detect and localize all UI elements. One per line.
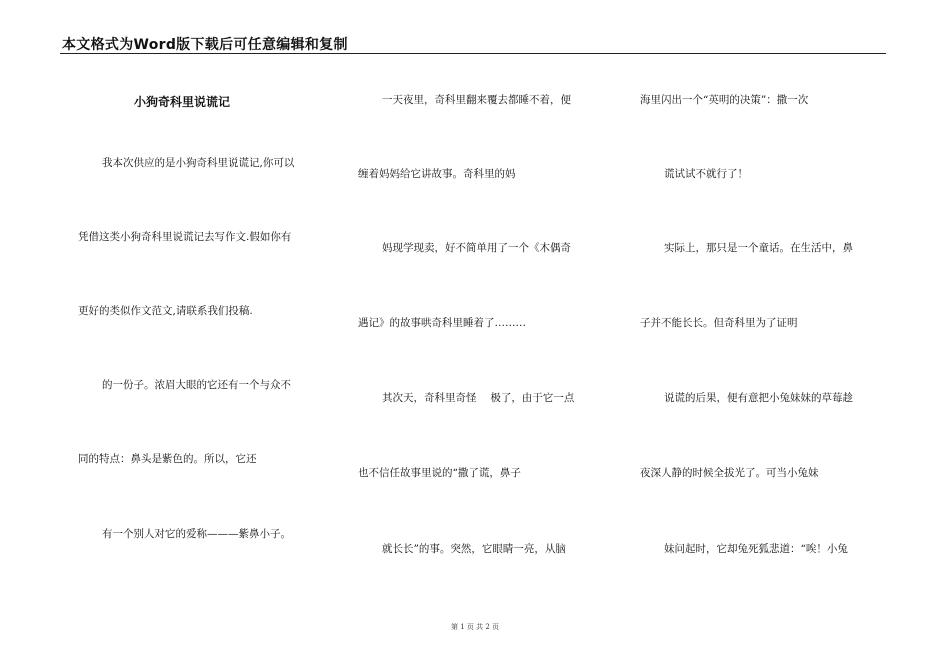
- text-line: 子并不能长长。但奇科里为了证明: [640, 317, 798, 329]
- text-line: 其次天，奇科里奇怪 极了，由于它一点: [382, 392, 575, 404]
- page-number: 第 1 页 共 2 页: [450, 623, 500, 631]
- text-line: 夜深人静的时候全拔光了。可当小兔妹: [640, 467, 819, 479]
- text-line: 说谎的后果，便有意把小兔妹妹的草莓趁: [664, 392, 853, 404]
- text-line: 实际上，那只是一个童话。在生活中，鼻: [664, 242, 853, 254]
- text-line: 妹问起时，它却兔死狐悲道：“唉！小兔: [664, 543, 848, 555]
- text-line: 同的特点：鼻头是紫色的。所以，它还: [78, 453, 257, 465]
- text-line: 一天夜里，奇科里翻来覆去都睡不着，便: [382, 94, 571, 106]
- text-line: 我本次供应的是小狗奇科里说谎记,你可以: [102, 157, 295, 169]
- document-header-title: 本文格式为Word版下载后可任意编辑和复制: [62, 37, 348, 53]
- text-line: 凭借这类小狗奇科里说谎记去写作文.假如你有: [78, 231, 292, 243]
- text-line: 也不信任故事里说的“撒了谎，鼻子: [358, 467, 521, 479]
- header-divider: [60, 53, 886, 54]
- text-line: 的一份子。浓眉大眼的它还有一个与众不: [102, 379, 291, 391]
- text-line: 遇记》的故事哄奇科里睡着了………: [358, 317, 526, 329]
- text-line: 就长长”的事。突然，它眼睛一亮，从脑: [382, 543, 566, 555]
- text-line: 更好的类似作文范文,请联系我们投稿.: [78, 305, 253, 317]
- text-line: 有一个别人对它的爱称———紫鼻小子。: [102, 528, 291, 540]
- article-title: 小狗奇科里说谎记: [134, 95, 231, 109]
- text-line: 海里闪出一个“英明的决策”：撒一次: [640, 94, 809, 106]
- text-line: 谎试试不就行了！: [664, 168, 748, 180]
- text-line: 妈现学现卖，好不简单用了一个《木偶奇: [382, 242, 571, 254]
- text-line: 缠着妈妈给它讲故事。奇科里的妈: [358, 168, 516, 180]
